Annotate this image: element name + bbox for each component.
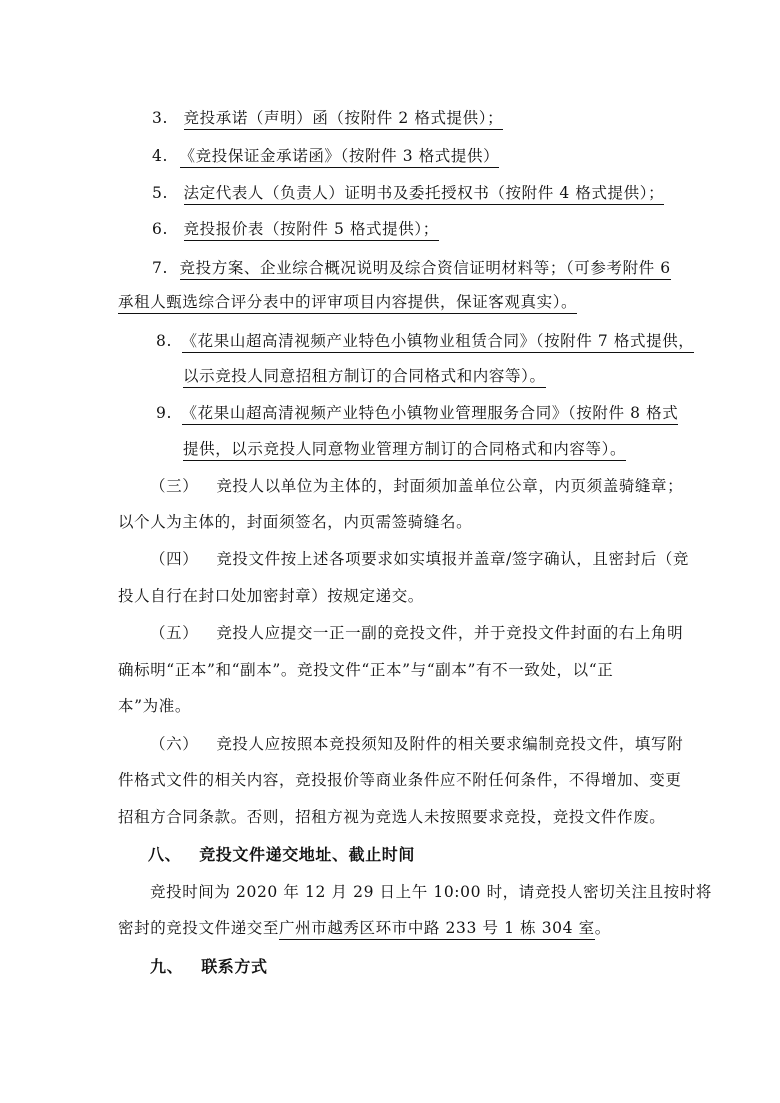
item-number: 6.	[152, 220, 168, 238]
item-text: 竞投报价表（按附件 5 格式提供）；	[184, 220, 439, 241]
section-8-heading	[148, 845, 415, 865]
section-title: 竞投文件递交地址、截止时间	[199, 845, 416, 864]
paragraph-3-line-2	[118, 512, 472, 532]
list-item-4	[152, 146, 499, 166]
paragraph-5-line-1	[150, 623, 683, 643]
section-9-heading	[150, 957, 268, 977]
list-item-8-line-1	[156, 331, 694, 351]
paragraph-text: 本”为准。	[118, 697, 191, 715]
paragraph-label: （六）	[150, 735, 199, 753]
item-text: 提供，以示竞投人同意物业管理方制订的合同格式和内容等）。	[183, 440, 626, 461]
item-number: 9.	[156, 404, 172, 422]
paragraph-text: 竞投人应提交一正一副的竞投文件，并于竞投文件封面的右上角明	[216, 624, 684, 642]
list-item-9-line-2	[183, 439, 626, 459]
list-item-8-line-2	[183, 366, 546, 386]
item-text: 竞投承诺（声明）函（按附件 2 格式提供）；	[184, 109, 504, 130]
paragraph-text: 竞投人以单位为主体的，封面须加盖单位公章，内页须盖骑缝章；	[216, 477, 684, 495]
section-label: 九、	[150, 957, 184, 976]
paragraph-label: （三）	[150, 477, 199, 495]
item-number: 5.	[152, 184, 168, 202]
item-text: 以示竞投人同意招租方制订的合同格式和内容等）。	[183, 367, 546, 388]
item-number: 4.	[152, 147, 168, 165]
paragraph-4-line-1	[150, 549, 689, 569]
item-text: 法定代表人（负责人）证明书及委托授权书（按附件 4 格式提供）；	[184, 184, 665, 205]
paragraph-text: 件格式文件的相关内容，竞投报价等商业条件应不附任何条件，不得增加、变更	[118, 771, 682, 789]
paragraph-6-line-3	[118, 807, 665, 827]
paragraph-text: 以个人为主体的，封面须签名，内页需签骑缝名。	[118, 513, 473, 531]
paragraph-text: 密封的竞投文件递交至	[118, 919, 280, 937]
item-text: 《花果山超高清视频产业特色小镇物业管理服务合同》（按附件 8 格式	[182, 404, 679, 425]
paragraph-6-line-2	[118, 770, 682, 790]
paragraph-text: 招租方合同条款。否则，招租方视为竞选人未按照要求竞投，竞投文件作废。	[118, 808, 666, 826]
paragraph-3-line-1	[150, 476, 683, 496]
paragraph-text: 竞投文件按上述各项要求如实填报并盖章/签字确认，且密封后（竞	[216, 550, 690, 568]
item-text: 《花果山超高清视频产业特色小镇物业租赁合同》（按附件 7 格式提供，	[182, 332, 695, 353]
item-number: 3.	[152, 109, 168, 127]
paragraph-label: （四）	[150, 550, 199, 568]
item-number: 8.	[156, 332, 172, 350]
address-text: 广州市越秀区环市中路 233 号 1 栋 304 室	[279, 919, 595, 940]
paragraph-5-line-2	[118, 660, 613, 680]
list-item-6	[152, 219, 439, 239]
paragraph-text: 投人自行在封口处加密封章）按规定递交。	[118, 587, 424, 605]
paragraph-text: 确标明“正本”和“副本”。竞投文件“正本”与“副本”有不一致处，以“正	[118, 661, 614, 679]
paragraph-5-line-3	[118, 696, 191, 716]
list-item-7-line-2	[118, 292, 577, 312]
section-label: 八、	[148, 845, 182, 864]
list-item-7-line-1	[152, 258, 671, 278]
list-item-3	[152, 108, 503, 128]
paragraph-4-line-2	[118, 586, 424, 606]
item-text: 《竞投保证金承诺函》（按附件 3 格式提供）	[180, 147, 500, 168]
item-number: 7.	[152, 259, 168, 277]
section-8-line-2	[118, 918, 611, 938]
list-item-9-line-1	[156, 403, 678, 423]
paragraph-label: （五）	[150, 624, 199, 642]
list-item-5	[152, 183, 664, 203]
paragraph-text: 竞投人应按照本竞投须知及附件的相关要求编制竞投文件，填写附	[216, 735, 684, 753]
section-title: 联系方式	[201, 957, 268, 976]
paragraph-text: 竞投时间为 2020 年 12 月 29 日上午 10:00 时，请竞投人密切关注且按时将	[150, 883, 712, 901]
punctuation: 。	[594, 919, 611, 937]
section-8-line-1	[150, 882, 712, 902]
paragraph-6-line-1	[150, 734, 683, 754]
item-text: 竞投方案、企业综合概况说明及综合资信证明材料等；（可参考附件 6	[180, 259, 671, 280]
item-text: 承租人甄选综合评分表中的评审项目内容提供，保证客观真实）。	[118, 293, 577, 314]
